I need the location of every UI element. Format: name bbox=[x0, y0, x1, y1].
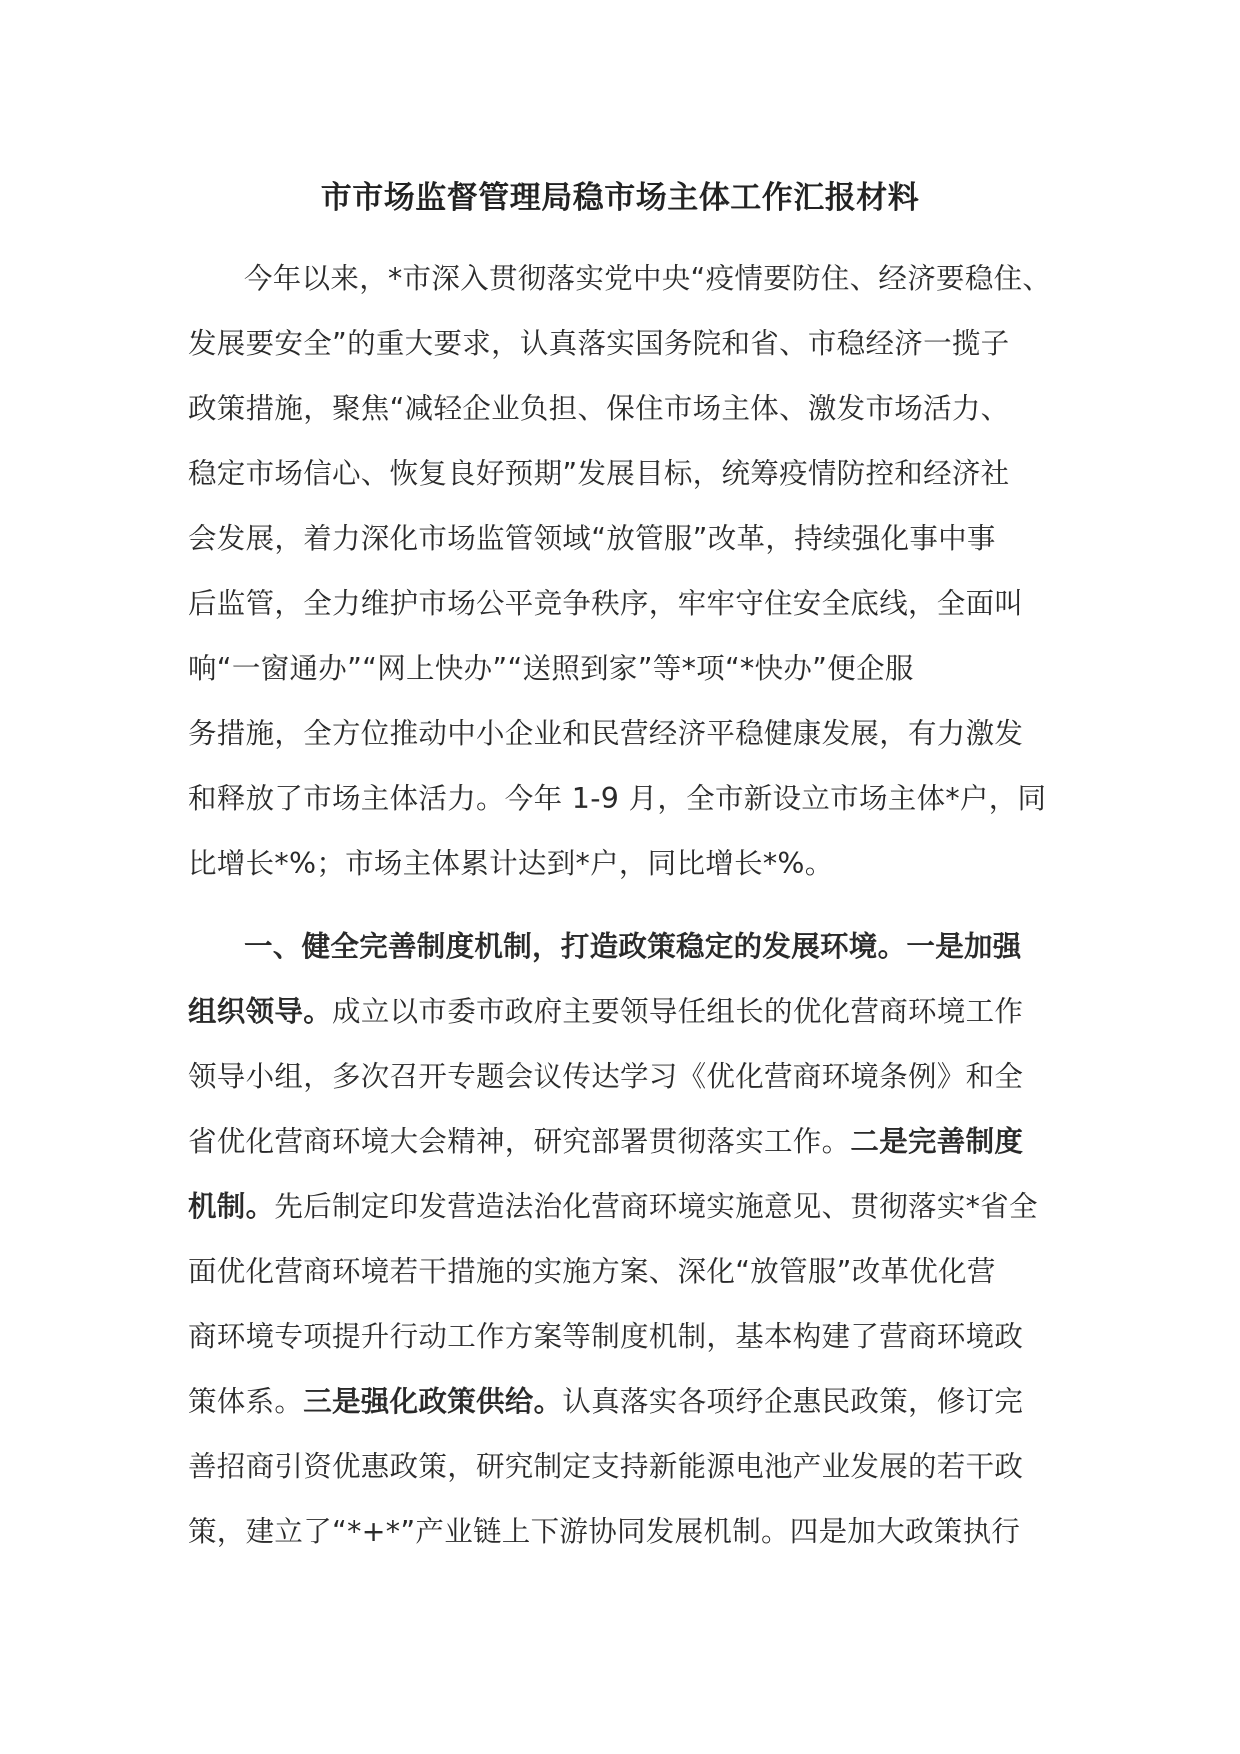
text-line: 后监管，全力维护市场公平竞争秩序，牢牢守住安全底线，全面叫 bbox=[188, 587, 1024, 620]
text-line: 发展要安全”的重大要求，认真落实国务院和省、市稳经济一揽子 bbox=[188, 327, 1010, 360]
text-line: 商环境专项提升行动工作方案等制度机制，基本构建了营商环境政 bbox=[188, 1320, 1024, 1353]
subheading: 二是完善制度 bbox=[850, 1125, 1024, 1158]
text-line: 和释放了市场主体活力。今年 1-9 月，全市新设立市场主体*户，同 bbox=[188, 782, 1047, 815]
text-line bbox=[188, 1369, 1068, 1434]
text-line: 善招商引资优惠政策，研究制定支持新能源电池产业发展的若干政 bbox=[188, 1450, 1024, 1483]
text-line: 政策措施，聚焦“减轻企业负担、保住市场主体、激发市场活力、 bbox=[188, 392, 1010, 425]
body-run: 成立以市委市政府主要领导任组长的优化营商环境工作 bbox=[332, 995, 1024, 1028]
body-run: 先后制定印发营造法治化营商环境实施意见、贯彻落实*省全 bbox=[274, 1190, 1038, 1223]
text-line bbox=[188, 979, 1068, 1044]
paragraph-intro bbox=[188, 246, 1068, 896]
text-line: 稳定市场信心、恢复良好预期”发展目标，统筹疫情防控和经济社 bbox=[188, 457, 1010, 490]
text-line: 务措施，全方位推动中小企业和民营经济平稳健康发展，有力激发 bbox=[188, 717, 1024, 750]
text-line: 面优化营商环境若干措施的实施方案、深化“放管服”改革优化营 bbox=[188, 1255, 996, 1288]
text-line: 今年以来，*市深入贯彻落实党中央“疫情要防住、经济要稳住、 bbox=[244, 262, 1052, 295]
text-line: 领导小组，多次召开专题会议传达学习《优化营商环境条例》和全 bbox=[188, 1060, 1024, 1093]
body-run: 认真落实各项纾企惠民政策，修订完 bbox=[562, 1385, 1024, 1418]
text-line: 比增长*%；市场主体累计达到*户，同比增长*%。 bbox=[188, 847, 834, 880]
text-line bbox=[188, 1174, 1068, 1239]
document-title: 市市场监督管理局稳市场主体工作汇报材料 bbox=[320, 180, 920, 216]
text-line: 策，建立了“*+*”产业链上下游协同发展机制。四是加大政策执行 bbox=[188, 1515, 1021, 1548]
text-line: 会发展，着力深化市场监管领域“放管服”改革，持续强化事中事 bbox=[188, 522, 996, 555]
body-run: 省优化营商环境大会精神，研究部署贯彻落实工作。 bbox=[188, 1125, 851, 1158]
text-line: 响“一窗通办”“网上快办”“送照到家”等*项“*快办”便企服 bbox=[188, 652, 914, 685]
body-run: 策体系。 bbox=[188, 1385, 304, 1418]
section-heading: 一、健全完善制度机制，打造政策稳定的发展环境。一是加强 bbox=[244, 930, 1022, 963]
subheading: 三是强化政策供给。 bbox=[303, 1385, 563, 1418]
text-line bbox=[188, 914, 1068, 979]
subheading: 机制。 bbox=[188, 1190, 275, 1223]
subheading: 组织领导。 bbox=[188, 995, 333, 1028]
text-line bbox=[188, 1109, 1068, 1174]
paragraph-section-one bbox=[188, 914, 1068, 1564]
